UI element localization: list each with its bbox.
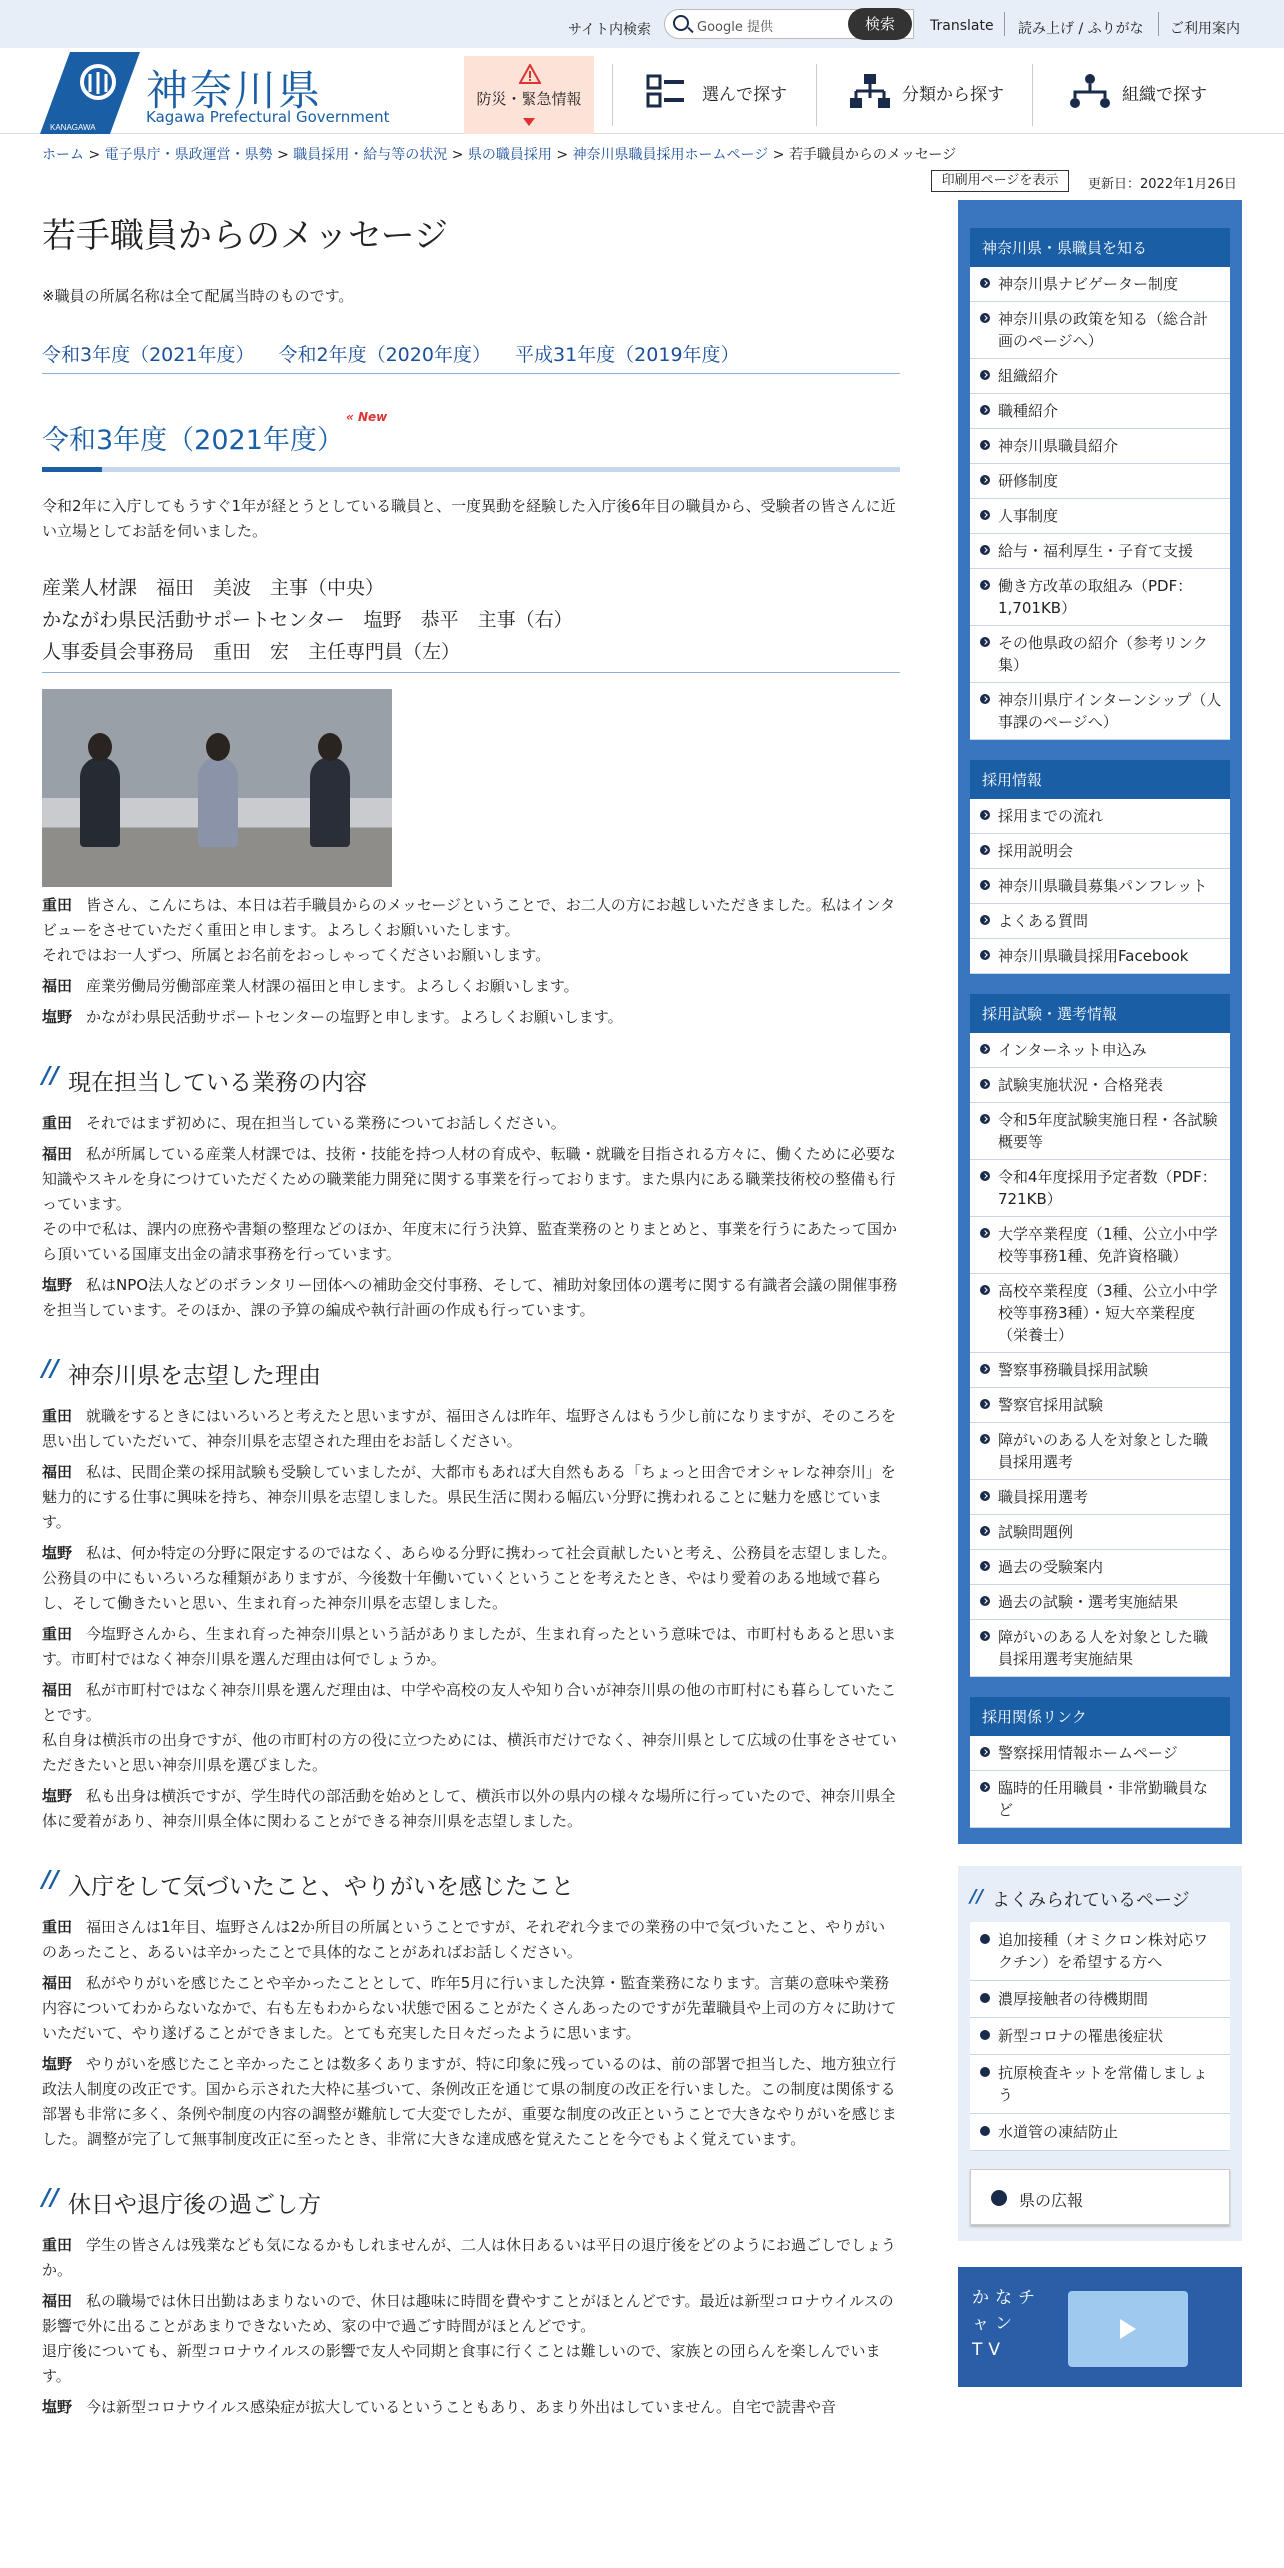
divider xyxy=(1158,12,1159,36)
speaker-name: 福田 xyxy=(42,977,73,995)
dialog-line xyxy=(42,1005,900,1030)
play-icon xyxy=(1120,2319,1136,2339)
sidebar-box xyxy=(970,760,1230,974)
breadcrumb-link[interactable]: 電子県庁・県政運営・県勢 xyxy=(104,147,273,163)
org-chart-icon xyxy=(1070,74,1110,108)
subsection-heading: // 休日や退庁後の過ごし方 xyxy=(42,2186,900,2219)
sidebar-link[interactable]: 追加接種（オミクロン株対応ワクチン）を希望する方へ xyxy=(970,1922,1230,1981)
logo-title[interactable]: 神奈川県 xyxy=(146,66,323,115)
dialog-text: 私自身は横浜市の出身ですが、他の市町村の方の役に立つためには、横浜市だけでなく、神奈川県として広域の仕事をさせていただきたいと思い神奈川県を選びました。 xyxy=(42,1731,897,1774)
dialog-line xyxy=(42,1404,900,1454)
sidebar-menu xyxy=(958,200,1242,1844)
breadcrumb-current: 若手職員からのメッセージ xyxy=(788,147,957,163)
year-link[interactable]: 令和2年度（2020年度） xyxy=(278,344,491,366)
dialog-text: 学生の皆さんは残業なども気になるかもしれませんが、二人は休日あるいは平日の退庁後をどのようにお過ごしでしょうか。 xyxy=(42,2236,897,2279)
breadcrumb-link[interactable]: 職員採用・給与等の状況 xyxy=(293,147,448,163)
sidebar-link[interactable]: 職員採用選考 xyxy=(970,1480,1230,1515)
breadcrumb-link[interactable]: 県の職員採用 xyxy=(467,147,552,163)
sidebar-link[interactable]: 採用説明会 xyxy=(970,834,1230,869)
sidebar-list xyxy=(970,267,1230,740)
dialog-text: やりがいを感じたこと辛かったことは数多くありますが、特に印象に残っているのは、前の部署で担当した、地方独立行政法人制度の改正です。国から示された大枠に基づいて、条例改正を通じて県の制度の改正を行いました。この制度は関係する部署も非常に多く、条例や制度の内容の調整が難航して大変でしたが、重要な制度の改正ということで大きなやりがいを感じました。調整が完了して無事制度改正に至ったとき、非常に大きな達成感を覚えたことを今でもよく覚えています。 xyxy=(42,2055,897,2148)
dialog-line xyxy=(42,1971,900,2046)
dialog-line xyxy=(42,1678,900,1778)
sidebar-link[interactable]: 働き方改革の取組み（PDF：1,701KB） xyxy=(970,569,1230,626)
dialog-block xyxy=(42,1915,900,2152)
sidebar-list xyxy=(970,1033,1230,1677)
utility-bar xyxy=(0,0,1284,48)
warning-icon xyxy=(519,64,541,84)
kanagawa-logo-icon[interactable] xyxy=(40,52,140,134)
dialog-text: 今塩野さんから、生まれ育った神奈川県という話がありましたが、生まれ育ったという意味では、市町村もあると思います。市町村ではなく神奈川県を選んだ理由は何でしょうか。 xyxy=(42,1625,897,1668)
sidebar-link[interactable]: 神奈川県職員紹介 xyxy=(970,429,1230,464)
speaker-name: 重田 xyxy=(42,2236,73,2254)
sidebar-box-title: 採用試験・選考情報 xyxy=(970,994,1230,1033)
dialog-text: 私も出身は横浜ですが、学生時代の部活動を始めとして、横浜市以外の県内の様々な場所に行っていたので、神奈川県全体に愛着があり、神奈川県全体に関わることができる神奈川県を志望しました。 xyxy=(42,1787,896,1830)
dialog-text: その中で私は、課内の庶務や書類の整理などのほか、年度末に行う決算、監査業務のとりまとめと、事業を行うにあたって国から頂いている国庫支出金の請求事務を行っています。 xyxy=(42,1220,898,1263)
dialog-line xyxy=(42,1142,900,1267)
sidebar xyxy=(958,200,1242,2387)
dialog-line xyxy=(42,1622,900,1672)
breadcrumb-sep: > xyxy=(272,147,294,163)
breadcrumb-link[interactable]: 神奈川県職員採用ホームページ xyxy=(572,147,769,163)
nav-category-search[interactable] xyxy=(840,56,1020,126)
year-link[interactable]: 平成31年度（2019年度） xyxy=(515,344,740,366)
sidebar-box xyxy=(970,994,1230,1677)
dialog-text: 産業労働局労働部産業人材課の福田と申します。よろしくお願いします。 xyxy=(86,977,579,995)
dialog-text: それではお一人ずつ、所属とお名前をおっしゃってくださいお願いします。 xyxy=(42,946,551,964)
sidebar-link[interactable]: インターネット申込み xyxy=(970,1033,1230,1068)
member-list xyxy=(42,572,900,673)
speaker-name: 福田 xyxy=(42,1145,73,1163)
logo-small-text: KANAGAWA xyxy=(50,123,96,132)
popular-list xyxy=(970,1922,1230,2151)
sidebar-link[interactable]: 神奈川県の政策を知る（総合計画のページへ） xyxy=(970,302,1230,359)
sidebar-link[interactable]: 採用までの流れ xyxy=(970,799,1230,834)
member-item: 産業人材課 福田 美波 主事（中央） xyxy=(42,577,385,599)
sidebar-link[interactable]: 試験実施状況・合格発表 xyxy=(970,1068,1230,1103)
sidebar-link[interactable]: 神奈川県ナビゲーター制度 xyxy=(970,267,1230,302)
breadcrumb-link[interactable]: ホーム xyxy=(42,147,84,163)
member-item: かながわ県民活動サポートセンター 塩野 恭平 主事（右） xyxy=(42,609,573,631)
dialog-line xyxy=(42,1273,900,1323)
subsection-heading: // 入庁をして気づいたこと、やりがいを感じたこと xyxy=(42,1868,900,1901)
speaker-name: 塩野 xyxy=(42,1787,73,1805)
dialog-line xyxy=(42,1541,900,1616)
sidebar-link[interactable]: 神奈川県庁インターンシップ（人事課のページへ） xyxy=(970,683,1230,740)
person-figure xyxy=(310,757,350,847)
dialog-text: 私の職場では休日出勤はあまりないので、休日は趣味に時間を費やすことがほとんどです。最近は新型コロナウイルスの影響で外に出ることがあまりできないため、家の中で過ごす時間がほとんどです。 xyxy=(42,2292,894,2335)
sidebar-link[interactable]: 神奈川県職員募集パンフレット xyxy=(970,869,1230,904)
guide-link[interactable]: ご利用案内 xyxy=(1170,21,1240,37)
dialog-block xyxy=(42,1111,900,1323)
print-page-button[interactable]: 印刷用ページを表示 xyxy=(931,170,1069,192)
speaker-name: 重田 xyxy=(42,1407,73,1425)
sidebar-link[interactable]: よくある質問 xyxy=(970,904,1230,939)
sidebar-link[interactable]: 抗原検査キットを常備しましょう xyxy=(970,2055,1230,2114)
koho-link[interactable]: 県の広報 xyxy=(970,2169,1230,2225)
sidebar-list xyxy=(970,799,1230,974)
intro-text: 令和2年に入庁してもうすぐ1年が経とうとしている職員と、一度異動を経験した入庁後6年目の職員から、受験者の皆さんに近い立場としてお話を伺いました。 xyxy=(42,497,896,540)
sidebar-link[interactable]: 令和5年度試験実施日程・各試験概要等 xyxy=(970,1103,1230,1160)
section-title: 令和3年度（2021年度） xyxy=(42,425,344,456)
dialog-block xyxy=(42,1404,900,1834)
note-text: ※職員の所属名称は全て配属当時のものです。 xyxy=(42,287,354,305)
nav-label: 分類から探す xyxy=(902,85,1004,105)
staff-photo xyxy=(42,689,392,887)
person-figure xyxy=(80,757,120,847)
dialog-text: 退庁後についても、新型コロナウイルスの影響で友人や同期と食事に行くことは難しいので、家族との団らんを楽しんでいます。 xyxy=(42,2342,881,2385)
sidebar-link[interactable]: 給与・福利厚生・子育て支援 xyxy=(970,534,1230,569)
sidebar-link[interactable]: 警察事務職員採用試験 xyxy=(970,1353,1230,1388)
site-header xyxy=(0,48,1284,134)
sidebar-link[interactable]: 職種紹介 xyxy=(970,394,1230,429)
sidebar-box xyxy=(970,1697,1230,1828)
disaster-label: 防災・緊急情報 xyxy=(476,90,582,108)
dialog-line xyxy=(42,2233,900,2283)
search-placeholder: Google 提供 xyxy=(697,20,773,35)
sidebar-box-title: 採用情報 xyxy=(970,760,1230,799)
sidebar-link[interactable]: 大学卒業程度（1種、公立小中学校等事務1種、免許資格職） xyxy=(970,1217,1230,1274)
speaker-name: 重田 xyxy=(42,896,73,914)
speaker-name: 福田 xyxy=(42,2292,73,2310)
dialog-text: 今は新型コロナウイルス感染症が拡大しているということもあり、あまり外出はしていません。自宅で読書や音 xyxy=(86,2398,837,2416)
search-icon xyxy=(673,15,689,31)
sidebar-link[interactable]: 研修制度 xyxy=(970,464,1230,499)
sidebar-link[interactable]: 過去の試験・選考実施結果 xyxy=(970,1585,1230,1620)
dialog-line xyxy=(42,1111,900,1136)
sidebar-link[interactable]: その他県政の紹介（参考リンク集） xyxy=(970,626,1230,683)
subsection-heading: // 神奈川県を志望した理由 xyxy=(42,1357,900,1390)
popular-pages xyxy=(958,1866,1242,2241)
dialog-text: 私が所属している産業人材課では、技術・技能を持つ人材の育成や、転職・就職を目指される方々に、働くために必要な知識やスキルを身につけていただくための職業能力開発に関する事業を行っております。また県内にある職業技術校の整備も行っています。 xyxy=(42,1145,896,1213)
speaker-name: 塩野 xyxy=(42,1276,73,1294)
dialog-text: 公務員の中にもいろいろな種類がありますが、今後数十年働いていくということを考えたとき、やはり愛着のある地域で暮らし、そして働きたいと思い、生まれ育った神奈川県を志望しました。 xyxy=(42,1569,882,1612)
breadcrumb-sep: > xyxy=(551,147,573,163)
subsection-heading: // 現在担当している業務の内容 xyxy=(42,1064,900,1097)
new-badge-text: New xyxy=(357,410,388,424)
furigana-link[interactable]: 読み上げ / ふりがな xyxy=(1018,21,1144,37)
dialog-line xyxy=(42,2289,900,2389)
breadcrumb-sep: > xyxy=(84,147,105,163)
sidebar-link[interactable]: 障がいのある人を対象とした職員採用選考実施結果 xyxy=(970,1620,1230,1677)
dialog-line xyxy=(42,1460,900,1535)
popular-pages-title: // よくみられているページ xyxy=(970,1886,1230,1912)
dialog-block xyxy=(42,2233,900,2420)
nav-label: 組織で探す xyxy=(1122,85,1207,105)
kanatv-text: かなチャンTV xyxy=(972,2288,1041,2360)
nav-select-search[interactable] xyxy=(640,56,820,126)
sidebar-link[interactable]: 警察官採用試験 xyxy=(970,1388,1230,1423)
year-link[interactable]: 令和3年度（2021年度） xyxy=(42,344,255,366)
dialog-text: 私は、何か特定の分野に限定するのではなく、あらゆる分野に携わって社会貢献したいと考え、公務員を志望しました。 xyxy=(86,1544,897,1562)
section-heading xyxy=(42,410,900,465)
dialog-text: 私はNPO法人などのボランタリー団体への補助金交付事務、そして、補助対象団体の選考に関する有識者会議の開催事務を担当しています。そのほか、課の予算の編成や執行計画の作成も行っています。 xyxy=(42,1276,898,1319)
year-links xyxy=(42,340,900,374)
speaker-name: 重田 xyxy=(42,1918,73,1936)
updated-date: 更新日：2022年1月26日 xyxy=(1088,177,1237,192)
sidebar-link[interactable]: 令和4年度採用予定者数（PDF：721KB） xyxy=(970,1160,1230,1217)
disaster-info-button[interactable] xyxy=(464,56,594,134)
sidebar-box xyxy=(970,228,1230,740)
sidebar-link[interactable]: 神奈川県職員採用Facebook xyxy=(970,939,1230,974)
page-title: 若手職員からのメッセージ xyxy=(42,216,448,256)
dialog-line xyxy=(42,974,900,999)
divider xyxy=(816,64,817,126)
dialog-text: 皆さん、こんにちは、本日は若手職員からのメッセージということで、お二人の方にお越しいただきました。私はインタビューをさせていただく重田と申します。よろしくお願いいたします。 xyxy=(42,896,896,939)
nav-label: 選んで探す xyxy=(702,85,787,105)
sidebar-link[interactable]: 組織紹介 xyxy=(970,359,1230,394)
dialog-text: 私がやりがいを感じたことや辛かったこととして、昨年5月に行いました決算・監査業務になります。言葉の意味や業務内容についてわからないなかで、右も左もわからない状態で困ることがたくさんあったのですが先輩職員や上司の方々に助けていただいて、やり遂げることができました。とても充実した日々だったように思います。 xyxy=(42,1974,897,2042)
speaker-name: 重田 xyxy=(42,1625,73,1643)
breadcrumb xyxy=(42,144,956,164)
sidebar-link[interactable]: 過去の受験案内 xyxy=(970,1550,1230,1585)
sidebar-link[interactable]: 濃厚接触者の待機期間 xyxy=(970,1981,1230,2018)
sidebar-link[interactable]: 臨時的任用職員・非常勤職員など xyxy=(970,1771,1230,1828)
speaker-name: 福田 xyxy=(42,1681,73,1699)
person-figure xyxy=(198,757,238,847)
translate-link[interactable]: Translate xyxy=(930,18,994,34)
dialog-line xyxy=(42,1915,900,1965)
speaker-name: 塩野 xyxy=(42,2398,73,2416)
nav-organization-search[interactable] xyxy=(1060,56,1260,126)
sidebar-link[interactable]: 高校卒業程度（3種、公立小中学校等事務3種）・短大卒業程度（栄養士） xyxy=(970,1274,1230,1353)
sidebar-list xyxy=(970,1736,1230,1828)
sidebar-link[interactable]: 水道管の凍結防止 xyxy=(970,2114,1230,2151)
dialog-line xyxy=(42,2395,900,2420)
sidebar-link[interactable]: 障がいのある人を対象とした職員採用選考 xyxy=(970,1423,1230,1480)
dialog-block xyxy=(42,893,900,1030)
dialog-line xyxy=(42,893,900,968)
dialog-text: かながわ県民活動サポートセンターの塩野と申します。よろしくお願いします。 xyxy=(86,1008,623,1026)
site-search-label: サイト内検索 xyxy=(568,22,652,38)
sidebar-link[interactable]: 人事制度 xyxy=(970,499,1230,534)
speaker-name: 重田 xyxy=(42,1114,73,1132)
speaker-name: 福田 xyxy=(42,1974,73,1992)
breadcrumb-sep: > xyxy=(768,147,789,163)
heading-underline xyxy=(42,467,900,472)
dialog-line xyxy=(42,1784,900,1834)
dialog-text: 私は、民間企業の採用試験も受験していましたが、大都市もあれば大自然もある「ちょっと田舎でオシャレな神奈川」を魅力的にする仕事に興味を持ち、神奈川県を志望しました。県民生活に関わる幅広い分野に携われることに魅力を感じています。 xyxy=(42,1463,896,1531)
member-item: 人事委員会事務局 重田 宏 主任専門員（左） xyxy=(42,641,461,663)
divider xyxy=(612,64,613,126)
dialog-text: 私が市町村ではなく神奈川県を選んだ理由は、中学や高校の友人や知り合いが神奈川県の他の市町村にも暮らしていたことです。 xyxy=(42,1681,897,1724)
speaker-name: 塩野 xyxy=(42,1008,73,1026)
sidebar-link[interactable]: 試験問題例 xyxy=(970,1515,1230,1550)
divider xyxy=(1004,12,1005,36)
divider xyxy=(1032,64,1033,126)
checklist-icon xyxy=(646,74,686,108)
dialog-text: それではまず初めに、現在担当している業務についてお話しください。 xyxy=(86,1114,566,1132)
logo-subtitle: Kagawa Prefectural Government xyxy=(146,108,390,126)
kanatv-banner[interactable] xyxy=(958,2267,1242,2387)
speaker-name: 塩野 xyxy=(42,2055,73,2073)
hierarchy-icon xyxy=(850,74,890,108)
chevron-down-icon xyxy=(523,118,535,126)
new-badge: « New xyxy=(346,410,388,424)
speaker-name: 塩野 xyxy=(42,1544,73,1562)
sidebar-box-title: 採用関係リンク xyxy=(970,1697,1230,1736)
speaker-name: 福田 xyxy=(42,1463,73,1481)
breadcrumb-sep: > xyxy=(447,147,468,163)
sidebar-link[interactable]: 警察採用情報ホームページ xyxy=(970,1736,1230,1771)
dialog-text: 福田さんは1年目、塩野さんは2か所目の所属ということですが、それぞれ今までの業務の中で気づいたこと、やりがいのあったこと、あるいは辛かったことで具体的なことがあればお話しください。 xyxy=(42,1918,886,1961)
search-button[interactable]: 検索 xyxy=(848,8,912,40)
sidebar-box-title: 神奈川県・県職員を知る xyxy=(970,228,1230,267)
dialog-text: 就職をするときにはいろいろと考えたと思いますが、福田さんは昨年、塩野さんはもう少し前になりますが、そのころを思い出していただいて、神奈川県を志望された理由をお話しください。 xyxy=(42,1407,897,1450)
sidebar-link[interactable]: 新型コロナの罹患後症状 xyxy=(970,2018,1230,2055)
main-content xyxy=(42,200,900,2420)
dialog-line xyxy=(42,2052,900,2152)
